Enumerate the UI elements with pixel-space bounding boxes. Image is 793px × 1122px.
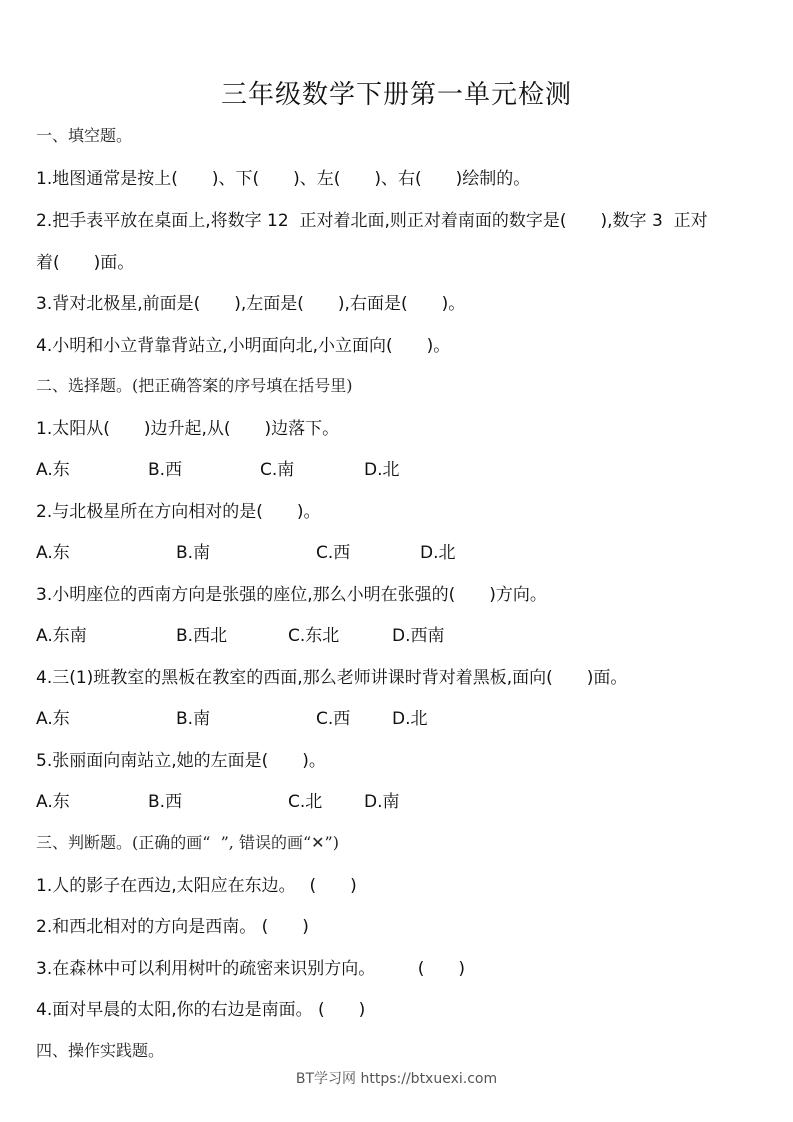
choice-question-5: 5.张丽面向南站立,她的左面是( )。 — [36, 751, 326, 771]
choice-2-option-c: C.西 — [316, 543, 351, 563]
choice-1-option-a: A.东 — [36, 460, 70, 480]
choice-2-option-d: D.北 — [420, 543, 456, 563]
section-judge-heading: 三、判断题。(正确的画“ ”, 错误的画“✕”) — [36, 833, 339, 852]
judge-question-1: 1.人的影子在西边,太阳应在东边。 ( ) — [36, 876, 357, 896]
choice-2-option-b: B.南 — [176, 543, 211, 563]
choice-question-2: 2.与北极星所在方向相对的是( )。 — [36, 502, 321, 522]
choice-4-option-c: C.西 — [316, 709, 351, 729]
footer-watermark: BT学习网 https://btxuexi.com — [295, 1071, 498, 1087]
page-title: 三年级数学下册第一单元检测 — [220, 80, 572, 110]
fill-question-2-line-1: 2.把手表平放在桌面上,将数字 12 正对着北面,则正对着南面的数字是( ),数字 3 正对 — [36, 211, 708, 231]
fill-question-3: 3.背对北极星,前面是( ),左面是( ),右面是( )。 — [36, 294, 466, 314]
judge-question-4: 4.面对早晨的太阳,你的右边是南面。 ( ) — [36, 1000, 366, 1020]
choice-question-3: 3.小明座位的西南方向是张强的座位,那么小明在张强的( )方向。 — [36, 585, 547, 605]
choice-2-option-a: A.东 — [36, 543, 70, 563]
choice-3-option-a: A.东南 — [36, 626, 87, 646]
choice-5-option-b: B.西 — [148, 792, 183, 812]
choice-3-option-d: D.西南 — [392, 626, 445, 646]
choice-question-1: 1.太阳从( )边升起,从( )边落下。 — [36, 419, 340, 439]
choice-question-4: 4.三(1)班教室的黑板在教室的西面,那么老师讲课时背对着黑板,面向( )面。 — [36, 668, 628, 688]
choice-1-option-d: D.北 — [364, 460, 400, 480]
choice-5-option-d: D.南 — [364, 792, 400, 812]
choice-3-option-c: C.东北 — [288, 626, 340, 646]
choice-4-option-a: A.东 — [36, 709, 70, 729]
choice-1-option-b: B.西 — [148, 460, 183, 480]
section-fill-heading: 一、填空题。 — [36, 126, 133, 145]
fill-question-2-line-2: 着( )面。 — [36, 253, 135, 273]
choice-5-option-a: A.东 — [36, 792, 70, 812]
judge-question-3: 3.在森林中可以利用树叶的疏密来识别方向。 ( ) — [36, 959, 465, 979]
choice-4-option-d: D.北 — [392, 709, 428, 729]
judge-question-2: 2.和西北相对的方向是西南。 ( ) — [36, 917, 309, 937]
choice-4-option-b: B.南 — [176, 709, 211, 729]
fill-question-1: 1.地图通常是按上( )、下( )、左( )、右( )绘制的。 — [36, 169, 531, 189]
fill-question-4: 4.小明和小立背靠背站立,小明面向北,小立面向( )。 — [36, 336, 451, 356]
section-choice-heading: 二、选择题。(把正确答案的序号填在括号里) — [36, 376, 353, 395]
section-practice-heading: 四、操作实践题。 — [36, 1041, 165, 1060]
choice-5-option-c: C.北 — [288, 792, 323, 812]
choice-3-option-b: B.西北 — [176, 626, 228, 646]
choice-1-option-c: C.南 — [260, 460, 295, 480]
